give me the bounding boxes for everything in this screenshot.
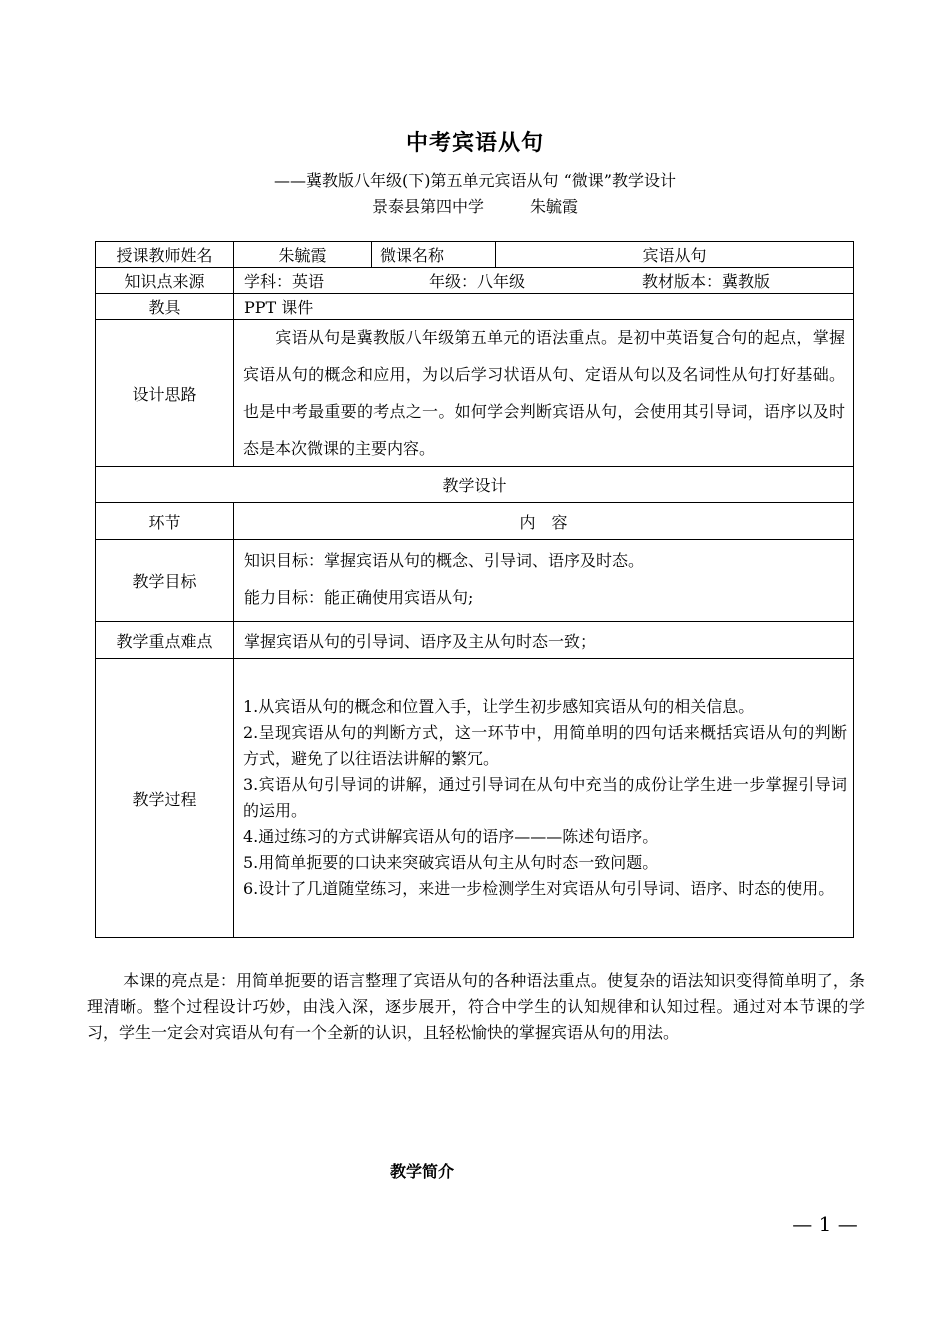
course-name-value: 宾语从句 [642, 246, 707, 265]
process-step: 4.通过练习的方式讲解宾语从句的语序———陈述句语序。 [243, 827, 659, 846]
school-name: 景泰县第四中学 [371, 197, 484, 216]
design-idea-cell [234, 320, 853, 466]
process-step: 1.从宾语从句的概念和位置入手，让学生初步感知宾语从句的相关信息。 [243, 697, 755, 716]
stage-column-header: 环节 [148, 512, 181, 532]
knowledge-source-label: 知识点来源 [124, 272, 205, 291]
teaching-process-label: 教学过程 [132, 789, 197, 809]
teaching-design-header: 教学设计 [442, 476, 507, 495]
closing-paragraph [87, 968, 865, 1046]
author-line [0, 194, 950, 217]
teaching-aids-label: 教具 [148, 298, 181, 317]
teaching-aids-value: PPT 课件 [244, 298, 314, 317]
lesson-design-table [95, 241, 854, 938]
closing-text: 本课的亮点是：用简单扼要的语言整理了宾语从句的各种语法重点。使复杂的语法知识变得简单明了，条理清晰。整个过程设计巧妙，由浅入深，逐步展开，符合中学生的认知规律和认知过程。通过对本节课的学习，学生一定会对宾语从句有一个全新的认识，且轻松愉快的掌握宾语从句的用法。 [87, 971, 865, 1042]
grade-value: 年级：八年级 [429, 272, 526, 291]
teacher-name-label: 授课教师姓名 [116, 246, 213, 265]
knowledge-goal: 知识目标：掌握宾语从句的概念、引导词、语序及时态。 [244, 551, 645, 570]
author-name: 朱毓霞 [530, 197, 579, 216]
teaching-process-cell [234, 659, 853, 937]
subject-value: 学科：英语 [244, 272, 325, 291]
ability-goal: 能力目标：能正确使用宾语从句; [244, 588, 474, 607]
teacher-name-value: 朱毓霞 [278, 246, 327, 265]
process-step: 5.用简单扼要的口诀来突破宾语从句主从句时态一致问题。 [243, 853, 659, 872]
teaching-goals-label: 教学目标 [132, 572, 197, 591]
textbook-edition-value: 教材版本：冀教版 [642, 272, 771, 291]
process-step: 6.设计了几道随堂练习，来进一步检测学生对宾语从句引导词、语序、时态的使用。 [243, 879, 835, 898]
process-step: 2.呈现宾语从句的判断方式，这一环节中，用简单明的四句话来概括宾语从句的判断方式，避免了以往语法讲解的繁冗。 [243, 723, 847, 768]
design-idea-label: 设计思路 [132, 384, 197, 404]
page-number: — 1 — [792, 1212, 858, 1236]
course-name-label: 微课名称 [380, 246, 445, 265]
document-subtitle: ——冀教版八年级(下)第五单元宾语从句 “微课”教学设计 [274, 171, 676, 190]
teaching-goals-cell [244, 540, 844, 621]
key-points-value: 掌握宾语从句的引导词、语序及主从句时态一致； [244, 631, 597, 651]
content-column-header: 内 容 [519, 512, 568, 532]
design-idea-text: 宾语从句是冀教版八年级第五单元的语法重点。是初中英语复合句的起点，掌握宾语从句的概念和应用，为以后学习状语从句、定语从句以及名词性从句打好基础。也是中考最重要的考点之一。如何学会判断宾语从句，会使用其引导词，语序以及时态是本次微课的主要内容。 [243, 328, 845, 458]
next-section-heading: 教学简介 [389, 1162, 454, 1181]
process-step: 3.宾语从句引导词的讲解，通过引导词在从句中充当的成份让学生进一步掌握引导词的运用。 [243, 775, 847, 820]
document-title: 中考宾语从句 [405, 130, 544, 156]
key-points-label: 教学重点难点 [116, 631, 213, 651]
